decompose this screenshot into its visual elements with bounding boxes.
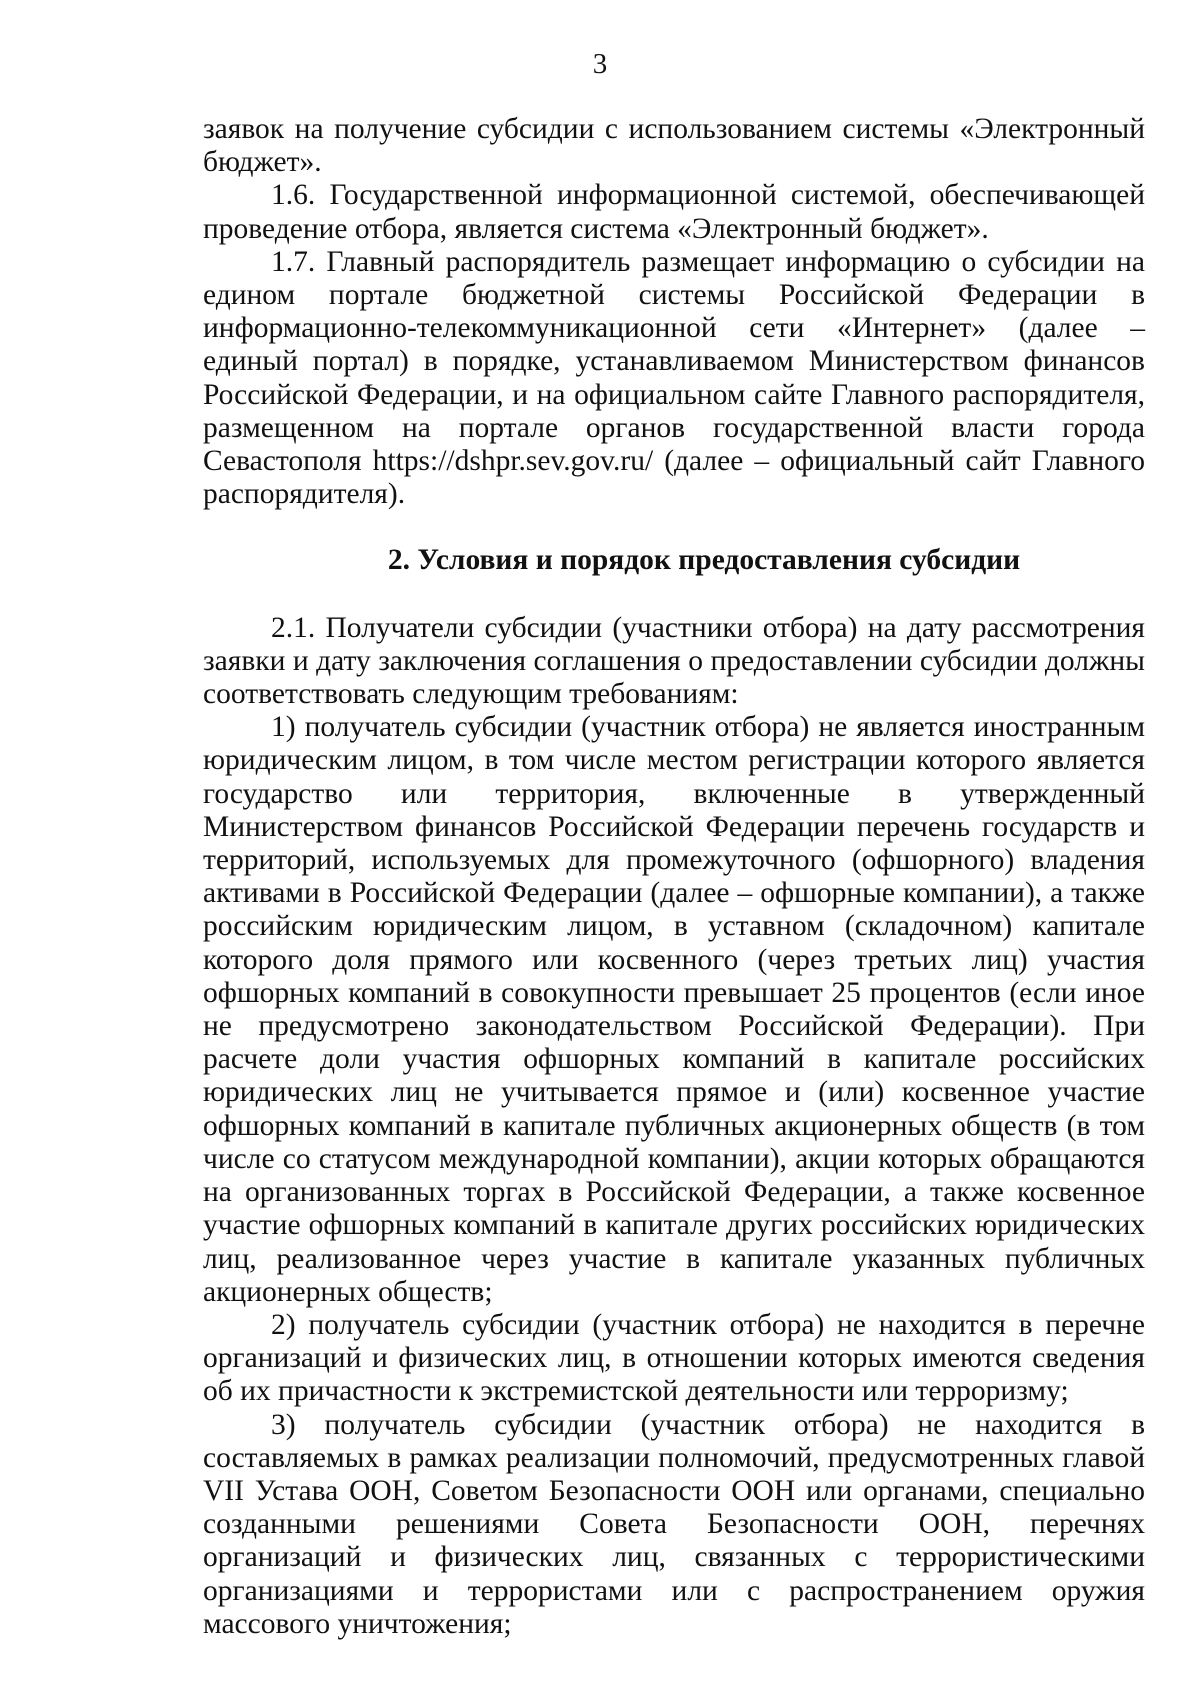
section-heading: 2. Условия и порядок предоставления субсидии bbox=[387, 544, 1021, 577]
page-number: 3 bbox=[592, 48, 608, 80]
paragraph-continuation: заявок на получение субсидии с использованием системы «Электронный бюджет». bbox=[203, 113, 1145, 179]
paragraph-1-7: 1.7. Главный распорядитель размещает информацию о субсидии на едином портале бюджетной системы Российской Федерации в информационно-телекоммуникационной сети «Интернет» (далее – единый портал) в порядке, устанавливаемом Министерством финансов Российской Федерации, и на официальном сайте Главного распорядителя, размещенном на портале органов государственной власти города Севастополя https://dshpr.sev.gov.ru/ (далее – официальный сайт Главного распорядителя). bbox=[203, 245, 1145, 511]
paragraph-2-1: 2.1. Получатели субсидии (участники отбора) на дату рассмотрения заявки и дату заключения соглашения о предоставлении субсидии должны соответствовать следующим требованиям: bbox=[203, 611, 1145, 711]
document-body bbox=[203, 113, 1145, 1641]
requirement-item-1: 1) получатель субсидии (участник отбора) не является иностранным юридическим лицом, в том числе местом регистрации которого является государство или территория, включенные в утвержденный Министерством финансов Российской Федерации перечень государств и территорий, используемых для промежуточного (офшорного) владения активами в Российской Федерации (далее – офшорные компании), а также российским юридическим лицом, в уставном (складочном) капитале которого доля прямого или косвенного (через третьих лиц) участия офшорных компаний в совокупности превышает 25 процентов (если иное не предусмотрено законодательством Российской Федерации). При расчете доли участия офшорных компаний в капитале российских юридических лиц не учитывается прямое и (или) косвенное участие офшорных компаний в капитале публичных акционерных обществ (в том числе со статусом международной компании), акции которых обращаются на организованных торгах в Российской Федерации, а также косвенное участие офшорных компаний в капитале других российских юридических лиц, реализованное через участие в капитале указанных публичных акционерных обществ; bbox=[203, 711, 1145, 1308]
paragraph-1-6: 1.6. Государственной информационной системой, обеспечивающей проведение отбора, является система «Электронный бюджет». bbox=[203, 179, 1145, 245]
requirement-item-2: 2) получатель субсидии (участник отбора) не находится в перечне организаций и физических лиц, в отношении которых имеются сведения об их причастности к экстремистской деятельности или терроризму; bbox=[203, 1308, 1145, 1408]
requirement-item-3: 3) получатель субсидии (участник отбора) не находится в составляемых в рамках реализации полномочий, предусмотренных главой VII Устава ООН, Советом Безопасности ООН или органами, специально созданными решениями Совета Безопасности ООН, перечнях организаций и физических лиц, связанных с террористическими организациями и террористами или с распространением оружия массового уничтожения; bbox=[203, 1408, 1145, 1640]
